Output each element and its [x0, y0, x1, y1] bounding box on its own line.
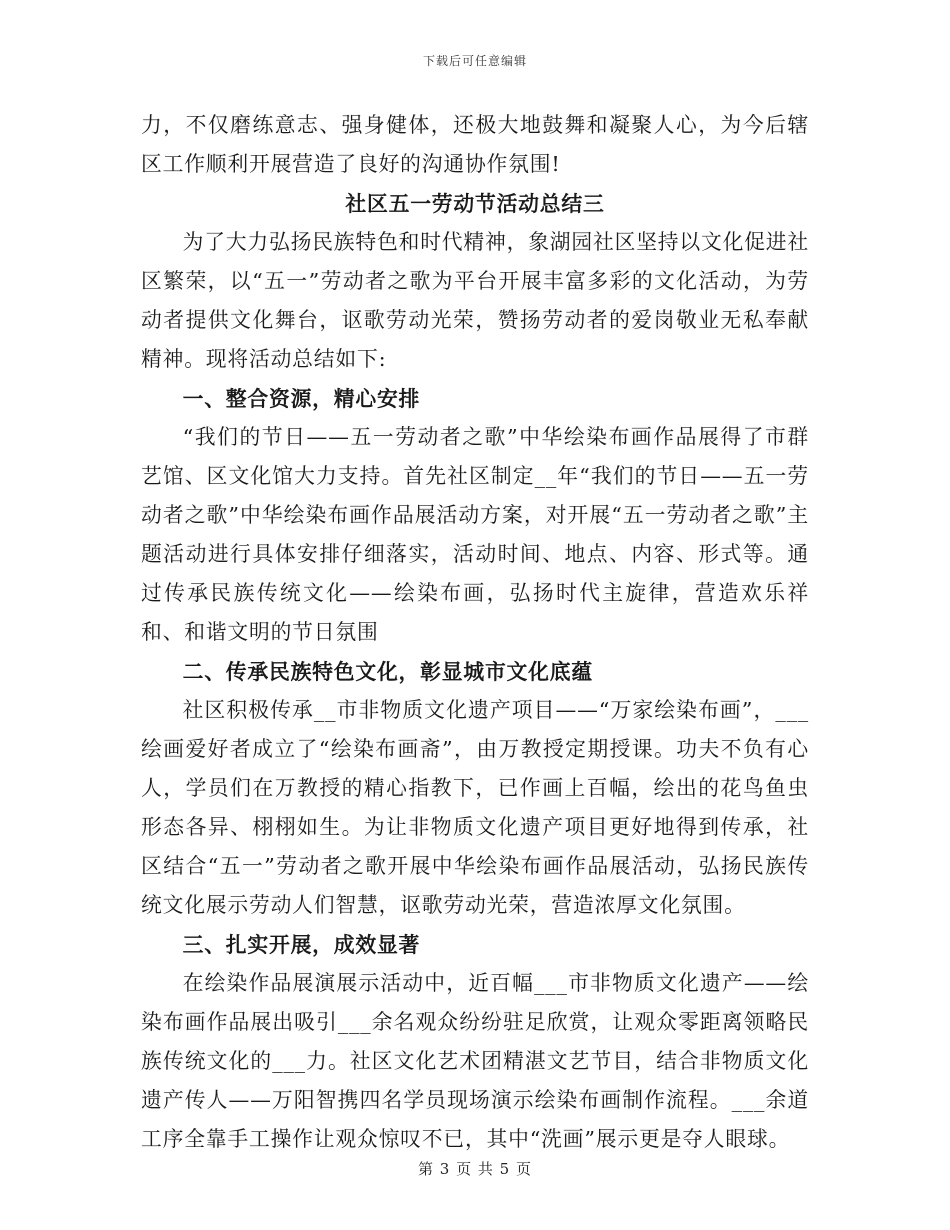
heading-heritage-culture: 二、传承民族特色文化，彰显城市文化底蕴 [182, 659, 593, 684]
document-body [141, 106, 809, 1159]
heading-results: 三、扎实开展，成效显著 [182, 932, 421, 957]
section-title: 社区五一劳动节活动总结三 [345, 191, 605, 216]
paragraph-heritage-culture: 社区积极传承__市非物质文化遗产项目——“万家绘染布画”，___绘画爱好者成立了“绘染布画斋”，由万教授定期授课。功夫不负有心人，学员们在万教授的精心指教下，已作画上百幅，绘出的花鸟鱼虫形态各异、栩栩如生。为让非物质文化遗产项目更好地得到传承，社区结合“五一”劳动者之歌开展中华绘染布画作品展活动，弘扬民族传统文化展示劳动人们智慧，讴歌劳动光荣，营造浓厚文化氛围。 [141, 698, 809, 917]
paragraph-integrate-resources: “我们的节日——五一劳动者之歌”中华绘染布画作品展得了市群艺馆、区文化馆大力支持。首先社区制定__年“我们的节日——五一劳动者之歌”中华绘染布画作品展活动方案，对开展“五一劳动者之歌”主题活动进行具体安排仔细落实，活动时间、地点、内容、形式等。通过传承民族传统文化——绘染布画，弘扬时代主旋律，营造欢乐祥和、和谐文明的节日氛围 [141, 425, 809, 644]
page-header: 下载后可任意编辑 [422, 54, 527, 68]
intro-paragraph: 为了大力弘扬民族特色和时代精神，象湖园社区坚持以文化促进社区繁荣，以“五一”劳动者之歌为平台开展丰富多彩的文化活动，为劳动者提供文化舞台，讴歌劳动光荣，赞扬劳动者的爱岗敬业无私奉献精神。现将活动总结如下: [141, 230, 809, 371]
page-number: 第 3 页 共 5 页 [418, 1160, 532, 1178]
continuation-paragraph: 力，不仅磨练意志、强身健体，还极大地鼓舞和凝聚人心，为今后辖区工作顺利开展营造了良好的沟通协作氛围! [141, 113, 809, 176]
paragraph-results: 在绘染作品展演展示活动中，近百幅___市非物质文化遗产——绘染布画作品展出吸引___余名观众纷纷驻足欣赏，让观众零距离领略民族传统文化的___力。社区文化艺术团精湛文艺节目，结合非物质文化遗产传人——万阳智携四名学员现场演示绘染布画制作流程。___余道工序全靠手工操作让观众惊叹不已，其中“洗画”展示更是夺人眼球。 [141, 971, 809, 1151]
heading-integrate-resources: 一、整合资源，精心安排 [182, 386, 421, 411]
